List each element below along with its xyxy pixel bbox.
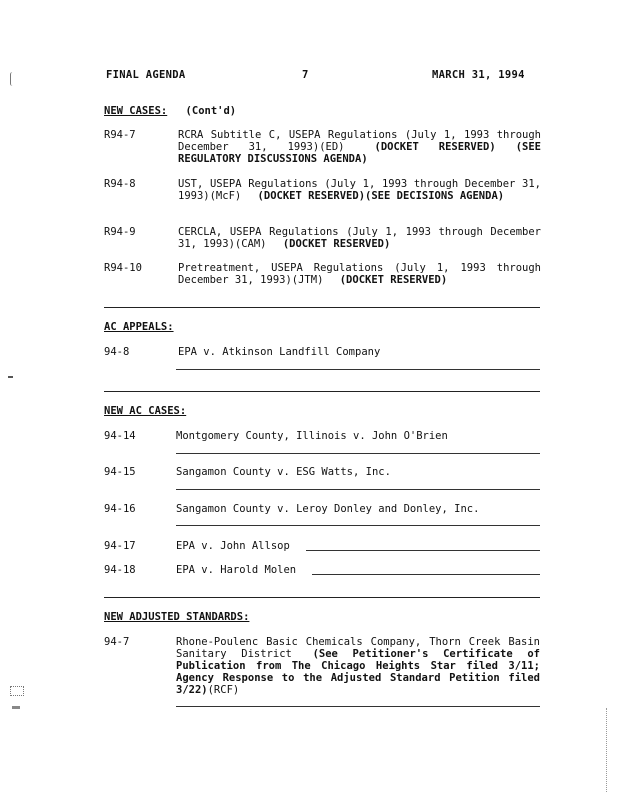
section-heading: NEW AC CASES: bbox=[104, 405, 187, 417]
entry-rule bbox=[176, 525, 540, 526]
entry-rule bbox=[306, 550, 540, 551]
case-title: Montgomery County, Illinois v. John O'Brien bbox=[176, 430, 448, 442]
section-divider bbox=[104, 597, 540, 598]
case-note: (SEE REGULATORY DISCUSSIONS AGENDA) bbox=[178, 141, 542, 165]
scan-artifact bbox=[8, 376, 13, 378]
section-divider bbox=[104, 307, 540, 308]
section-ac-appeals bbox=[104, 321, 174, 333]
case-title: RCRA Subtitle C, USEPA Regulations (July 1, 1993 through December 31, 1993)(ED) bbox=[178, 129, 541, 153]
case-number: R94-10 bbox=[104, 262, 142, 274]
entry-rule bbox=[176, 369, 540, 370]
scan-artifact bbox=[10, 72, 15, 86]
entry-rule bbox=[176, 453, 540, 454]
section-divider bbox=[104, 391, 540, 392]
case-title: Sangamon County v. ESG Watts, Inc. bbox=[176, 466, 391, 478]
case-number: 94-16 bbox=[104, 503, 136, 515]
case-number: 94-8 bbox=[104, 346, 130, 358]
case-title: UST, USEPA Regulations (July 1, 1993 through December 31, 1993)(McF) bbox=[178, 178, 541, 202]
entry-rule bbox=[176, 706, 540, 707]
section-new-ac-cases bbox=[104, 405, 186, 417]
section-new-adjusted-standards bbox=[104, 611, 249, 623]
case-note: (DOCKET RESERVED)(SEE DECISIONS AGENDA) bbox=[257, 190, 505, 202]
case-number: 94-7 bbox=[104, 636, 130, 648]
page-number: 7 bbox=[302, 69, 309, 81]
case-note: (See Petitioner's Certificate of Publication from The Chicago Heights Star filed 3/11; Agency Response to the Adjusted Standard Petition filed 3/22) bbox=[176, 648, 540, 696]
case-title: EPA v. Harold Molen bbox=[176, 564, 297, 576]
case-note: (DOCKET RESERVED) bbox=[374, 141, 496, 153]
case-title: EPA v. John Allsop bbox=[176, 540, 290, 552]
scan-artifact bbox=[12, 706, 20, 709]
case-number: R94-7 bbox=[104, 129, 136, 141]
case-number: 94-17 bbox=[104, 540, 136, 552]
section-new-cases bbox=[104, 105, 236, 117]
entry-rule bbox=[176, 489, 540, 490]
case-initials: (RCF) bbox=[207, 684, 240, 696]
case-number: R94-8 bbox=[104, 178, 136, 190]
case-title: EPA v. Atkinson Landfill Company bbox=[178, 346, 381, 358]
case-entry bbox=[178, 129, 541, 165]
entry-rule bbox=[312, 574, 540, 575]
case-number: R94-9 bbox=[104, 226, 136, 238]
case-note: (DOCKET RESERVED) bbox=[282, 238, 391, 250]
case-entry bbox=[178, 178, 541, 202]
header-title: FINAL AGENDA bbox=[106, 69, 186, 81]
case-number: 94-18 bbox=[104, 564, 136, 576]
case-entry bbox=[178, 262, 541, 286]
scan-artifact bbox=[606, 708, 608, 792]
case-title: CERCLA, USEPA Regulations (July 1, 1993 through December 31, 1993)(CAM) bbox=[178, 226, 541, 250]
contd-label: (Cont'd) bbox=[185, 105, 237, 117]
case-title: Rhone-Poulenc Basic Chemicals Company, Thorn Creek Basin Sanitary District bbox=[176, 636, 540, 660]
section-heading: AC APPEALS: bbox=[104, 321, 174, 333]
case-number: 94-15 bbox=[104, 466, 136, 478]
case-number: 94-14 bbox=[104, 430, 136, 442]
section-heading: NEW CASES: bbox=[104, 105, 168, 117]
case-note: (DOCKET RESERVED) bbox=[339, 274, 448, 286]
case-title: Sangamon County v. Leroy Donley and Donley, Inc. bbox=[176, 503, 480, 515]
scan-artifact bbox=[10, 686, 24, 696]
section-heading: NEW ADJUSTED STANDARDS: bbox=[104, 611, 250, 623]
case-title: Pretreatment, USEPA Regulations (July 1, 1993 through December 31, 1993)(JTM) bbox=[178, 262, 541, 286]
case-entry bbox=[176, 636, 540, 696]
header-date: MARCH 31, 1994 bbox=[432, 69, 525, 81]
case-entry bbox=[178, 226, 541, 250]
